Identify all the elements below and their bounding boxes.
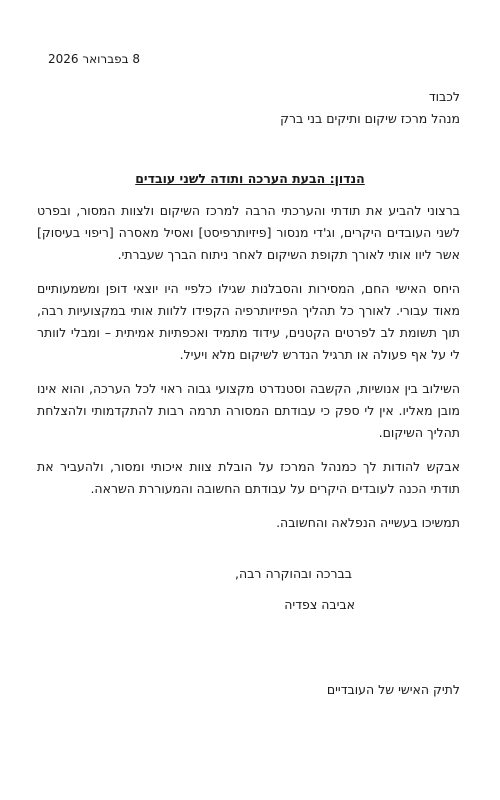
recipient-name: מנהל מרכז שיקום ותיקים בני ברק — [280, 111, 460, 126]
letter-body — [37, 200, 460, 546]
signer-name: אביבה צפדיה — [284, 597, 355, 612]
recipient-block — [280, 86, 460, 130]
body-paragraph-5: תמשיכו בעשייה הנפלאה והחשובה. — [276, 515, 460, 530]
letter-closing: בברכה ובהוקרה רבה, — [235, 566, 352, 581]
body-paragraph-2: היחס האישי החם, המסירות והסבלנות שגילו כלפיי היו יוצאי דופן ומשמעותיים מאוד עבורי. לאורך כל תהליך הפיזיותרפיה הקפידו ללוות אותי במקצועיות רבה, תוך תשומת לב לפרטים הקטנים, עידוד מתמיד ואכפתיות אמיתית – ומבלי לוותר לי על אף פעולה או תרגיל הנדרש לשיקום מלא ויעיל. — [37, 281, 460, 362]
letter-date: 8 בפברואר 2026 — [48, 52, 141, 66]
body-paragraph-1: ברצוני להביע את תודתי והערכתי הרבה למרכז השיקום ולצוות המסור, ובפרט לשני העובדים היקרים, וג'די מנסור [פיזיותרפיסט] ואסיל מאסרה [ריפוי בעיסוק] אשר ליוו אותי לאורך תקופת השיקום לאחר ניתוח הברך שעברתי. — [37, 203, 460, 262]
body-paragraph-4: אבקש להודות לך כמנהל המרכז על הובלת צוות איכותי ומסור, ולהעביר את תודתי הכנה לעובדים היקרים על עבודתם החשובה והמעוררת השראה. — [37, 459, 460, 496]
letter-subject: הנדון: הבעת הערכה ותודה לשני עובדים — [135, 171, 365, 186]
body-paragraph-3: השילוב בין אנושיות, הקשבה וסטנדרט מקצועי גבוה ראוי לכל הערכה, והוא אינו מובן מאליו. אין לי ספק כי עבודתם המסורה תרמה רבות להתקדמותי ולהצלחת תהליך השיקום. — [37, 381, 460, 440]
recipient-salutation: לכבוד — [428, 89, 460, 104]
footer-note: לתיק האישי של העובדיים — [326, 682, 460, 697]
